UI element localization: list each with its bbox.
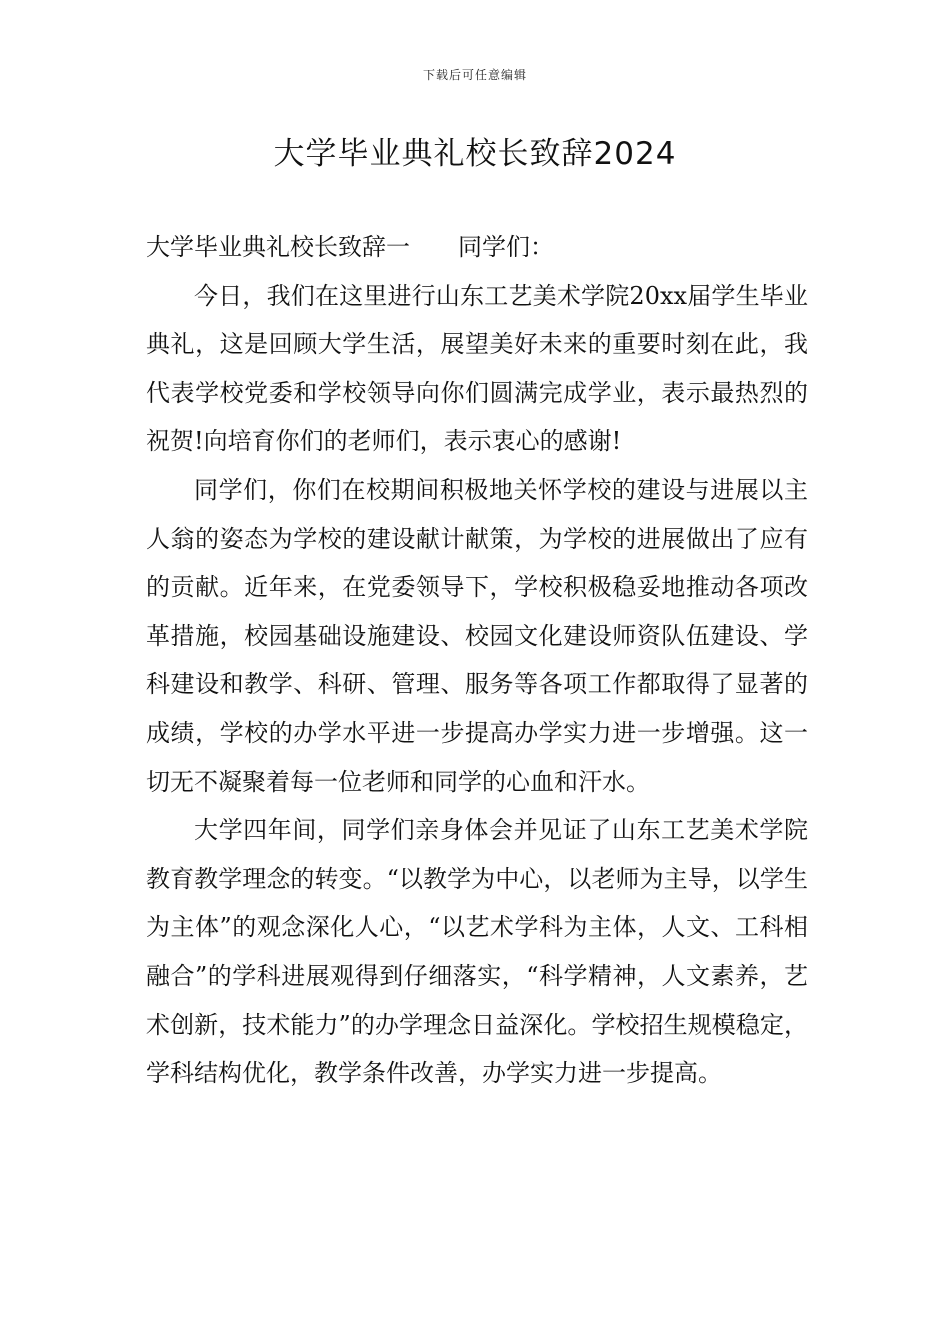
paragraph-2: 同学们，你们在校期间积极地关怀学校的建设与进展以主人翁的姿态为学校的建设献计献策，为学校的进展做出了应有的贡献。近年来，在党委领导下，学校积极稳妥地推动各项改革措施，校园基础设施建设、校园文化建设师资队伍建设、学科建设和教学、科研、管理、服务等各项工作都取得了显著的成绩，学校的办学水平进一步提高办学实力进一步增强。这一切无不凝聚着每一位老师和同学的心血和汗水。 (146, 475, 808, 796)
header-note: 下载后可任意编辑 (422, 68, 527, 82)
opening-line (146, 223, 808, 272)
paragraph-1: 今日，我们在这里进行山东工艺美术学院20xx届学生毕业典礼，这是回顾大学生活，展望美好未来的重要时刻在此，我代表学校党委和学校领导向你们圆满完成学业，表示最热烈的祝贺!向培育你们的老师们，表示衷心的感谢! (146, 281, 808, 456)
section-heading: 大学毕业典礼校长致辞一 (146, 233, 410, 261)
document-title: 大学毕业典礼校长致辞2024 (273, 136, 677, 172)
paragraph-3: 大学四年间，同学们亲身体会并见证了山东工艺美术学院教育教学理念的转变。“以教学为中心，以老师为主导，以学生为主体”的观念深化人心，“以艺术学科为主体，人文、工科相融合”的学科进展观得到仔细落实，“科学精神，人文素养，艺术创新，技术能力”的办学理念日益深化。学校招生规模稳定，学科结构优化，教学条件改善，办学实力进一步提高。 (146, 816, 808, 1088)
document-body (146, 223, 808, 1098)
salutation: 同学们： (458, 233, 554, 261)
